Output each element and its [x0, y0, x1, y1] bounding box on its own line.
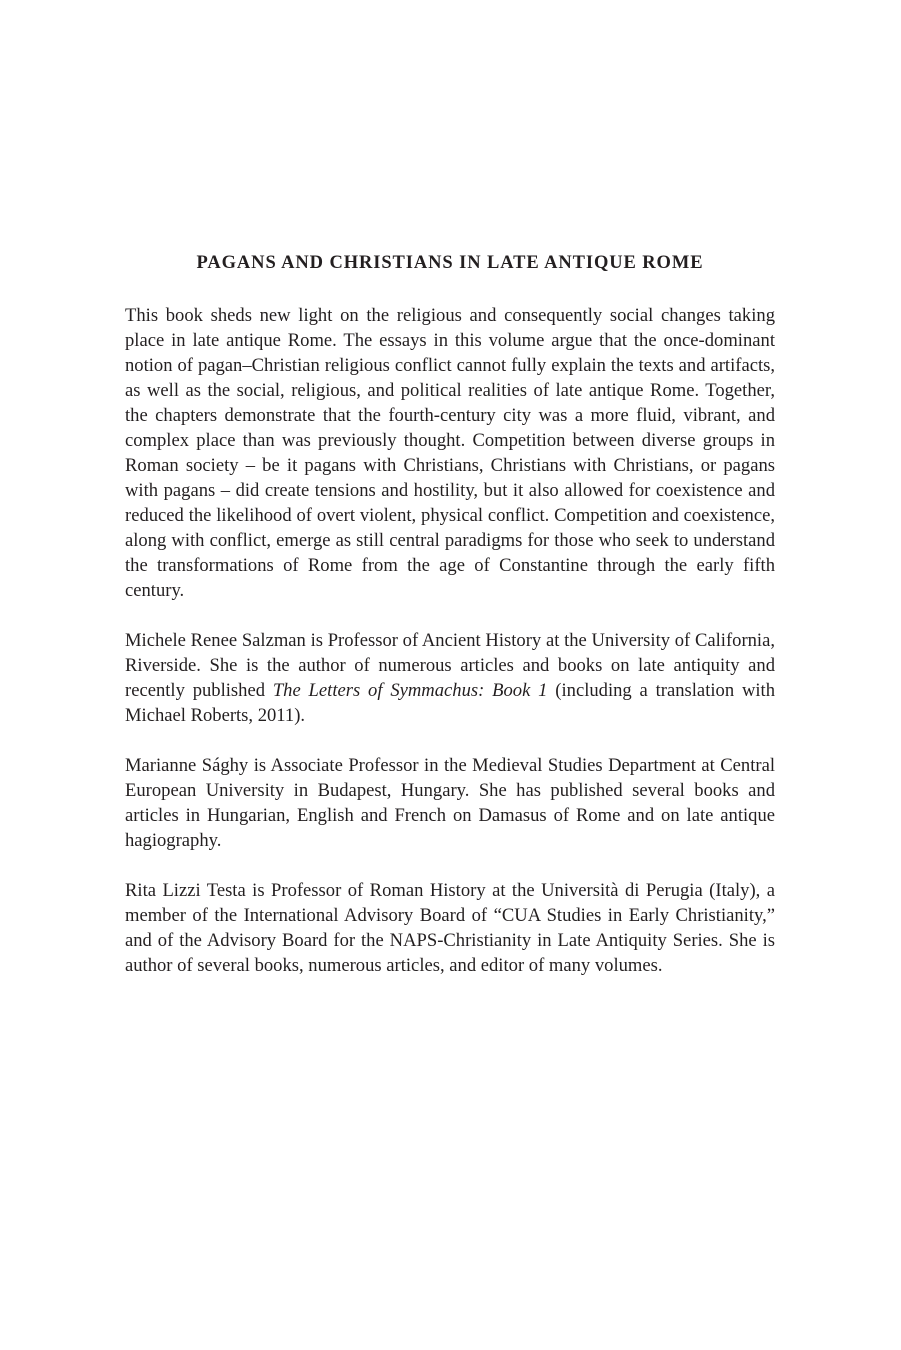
page-content — [125, 248, 775, 1003]
author-bio-saghy: Marianne Sághy is Associate Professor in the Medieval Studies Department at Central European University in Budapest, Hungary. She has published several books and articles in Hungarian, English and French on Damasus of Rome and on late antique hagiography. — [125, 755, 775, 851]
book-description: This book sheds new light on the religious and consequently social changes taking place in late antique Rome. The essays in this volume argue that the once-dominant notion of pagan–Christian religious conflict cannot fully explain the texts and artifacts, as well as the social, religious, and political realities of late antique Rome. Together, the chapters demonstrate that the fourth-century city was a more fluid, vibrant, and complex place than was previously thought. Competition between diverse groups in Roman society – be it pagans with Christians, Christians with Christians, or pagans with pagans – did create tensions and hostility, but it also allowed for coexistence and reduced the likelihood of overt violent, physical conflict. Competition and coexistence, along with conflict, emerge as still central paradigms for those who seek to understand the transformations of Rome from the age of Constantine through the early fifth century. — [125, 305, 775, 601]
bio-salzman-text-start: Michele Renee Salzman is Professor of Ancient History at the University of California, Riverside. She is the author of numerous articles and books on late antiquity and recently published — [125, 630, 775, 701]
author-bio-testa: Rita Lizzi Testa is Professor of Roman History at the Università di Perugia (Italy), a member of the International Advisory Board of “CUA Studies in Early Christianity,” and of the Advisory Board for the NAPS-Christianity in Late Antiquity Series. She is author of several books, numerous articles, and editor of many volumes. — [125, 880, 775, 976]
bio-salzman-text-end: (including a translation with Michael Roberts, 2011). — [125, 680, 775, 726]
author-bio-salzman — [125, 628, 775, 728]
book-title: PAGANS AND CHRISTIANS IN LATE ANTIQUE ROME — [196, 253, 704, 273]
bio-salzman-book-title: The Letters of Symmachus: Book 1 — [272, 680, 548, 701]
